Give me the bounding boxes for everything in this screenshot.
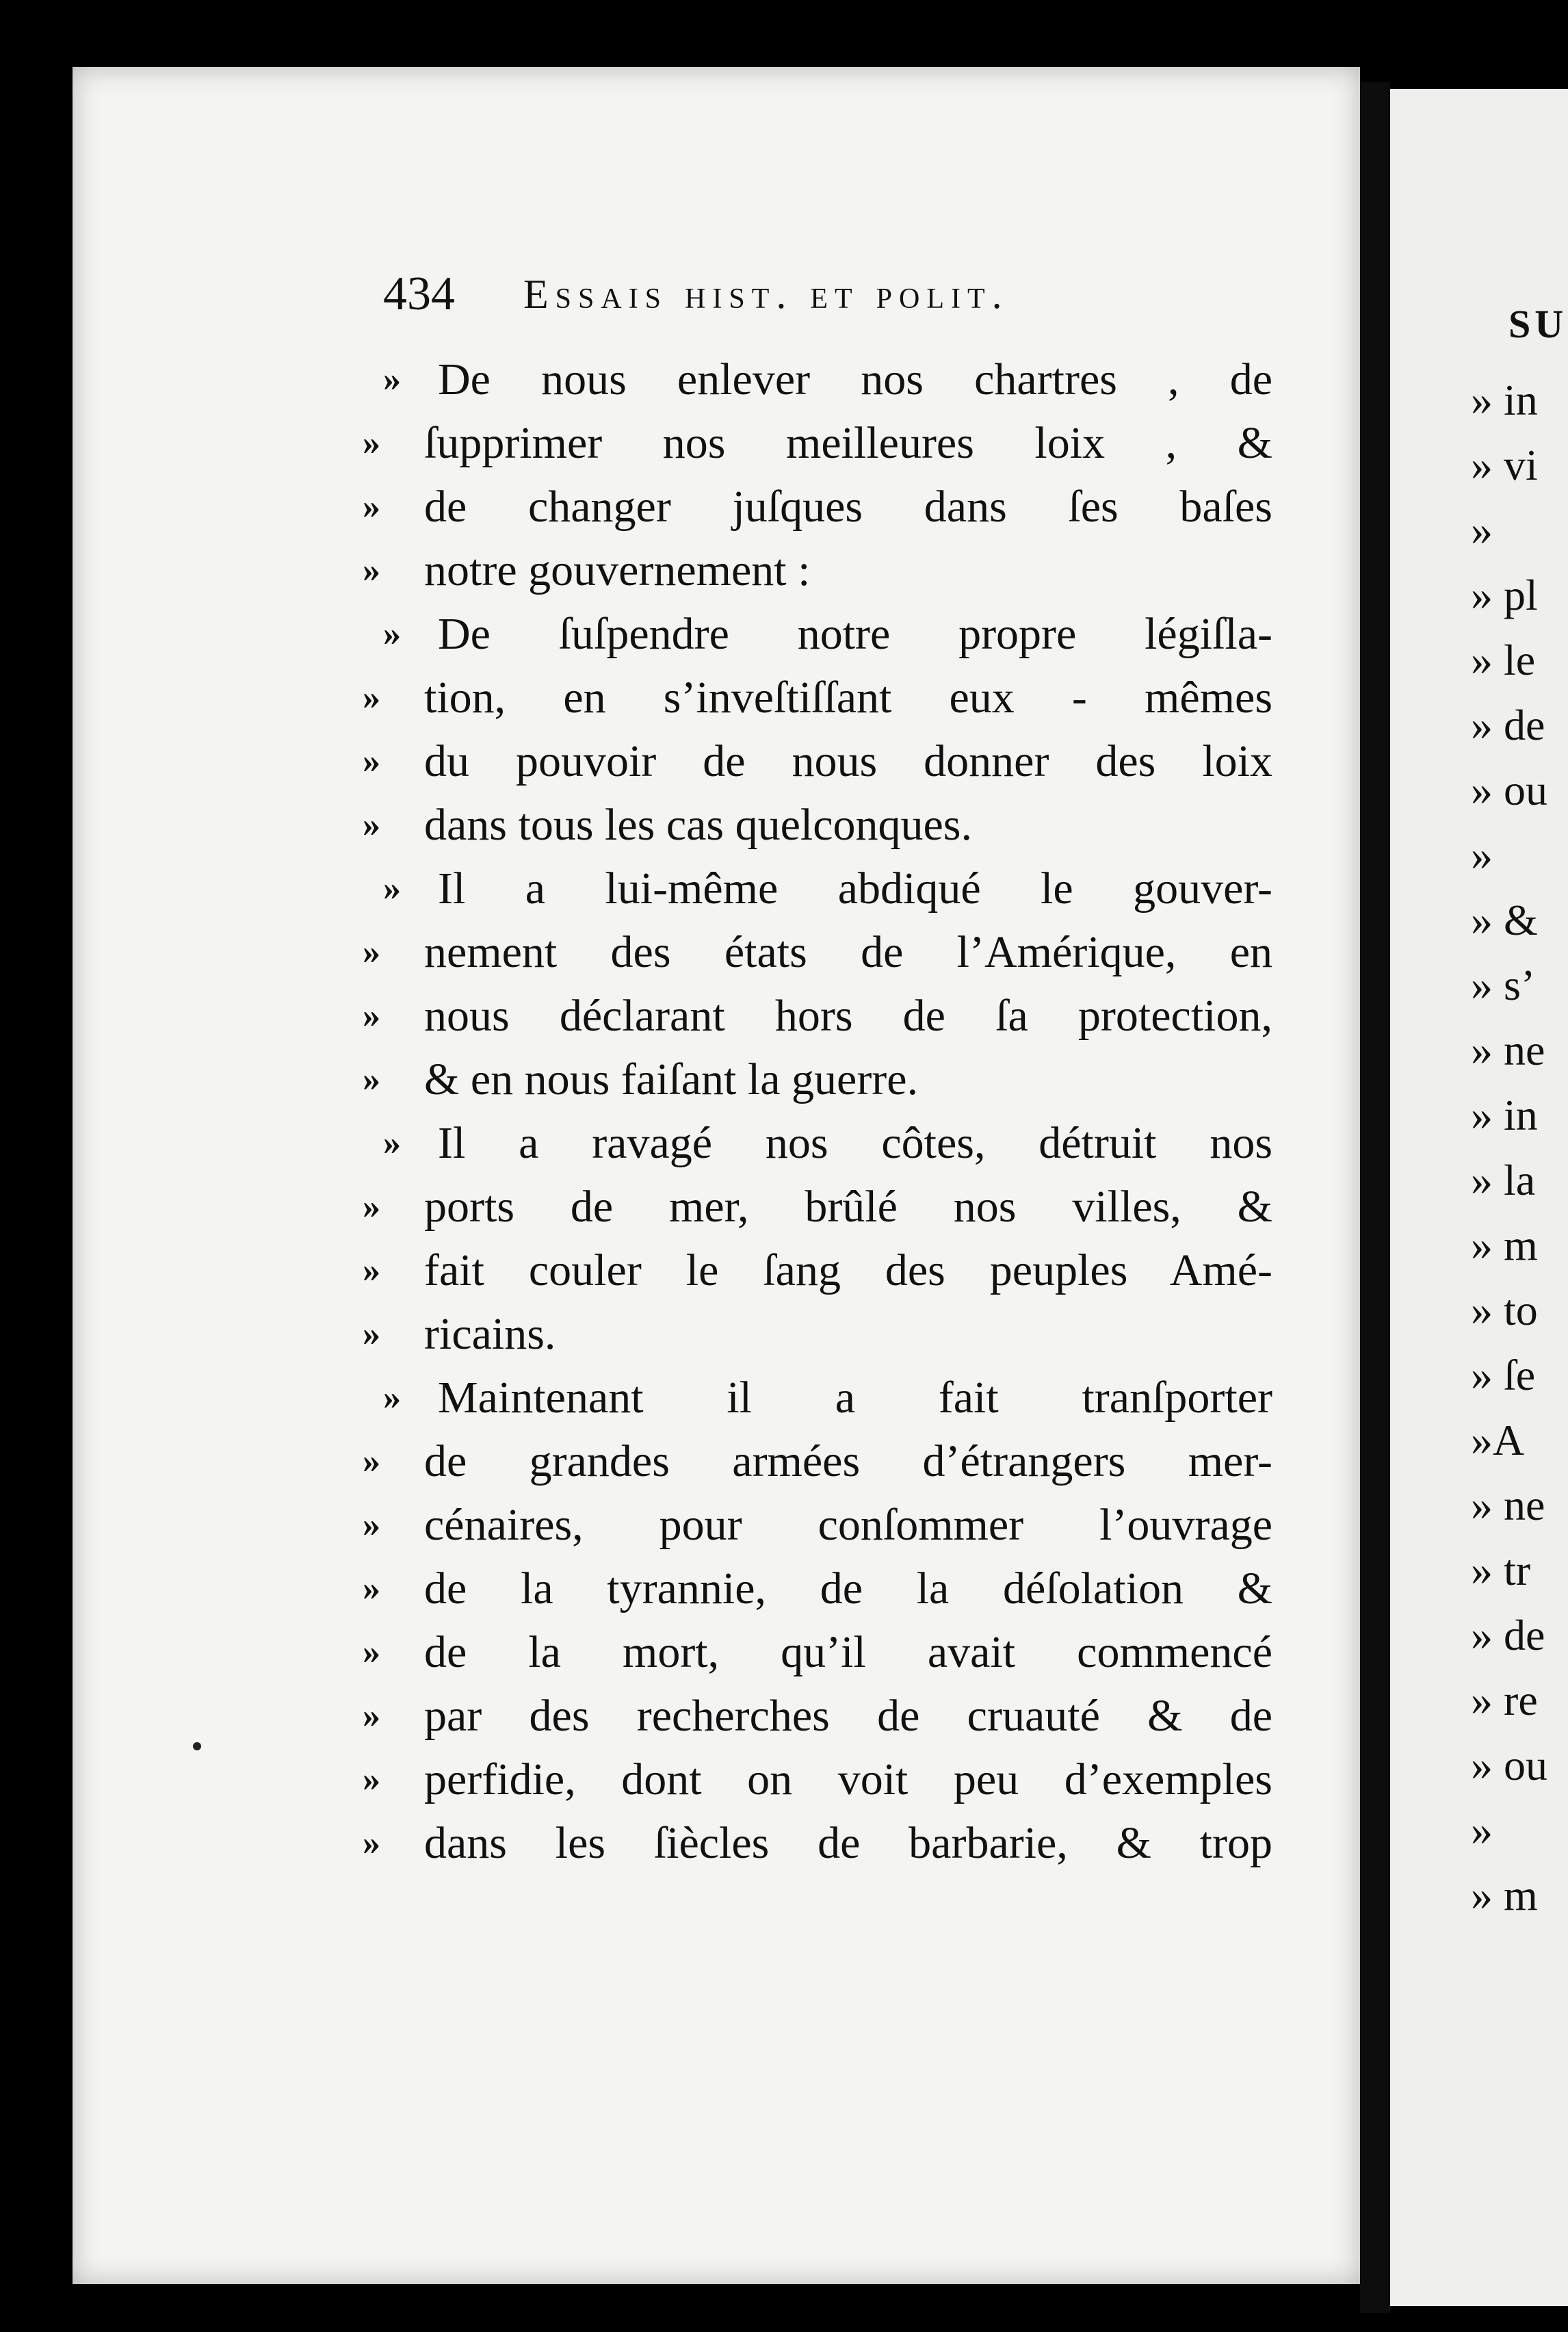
quote-mark: » bbox=[363, 933, 380, 972]
line-text: Il a lui-même abdiqué le gouver- bbox=[438, 864, 1272, 914]
text-line bbox=[369, 1111, 1272, 1175]
text-line bbox=[369, 1366, 1272, 1429]
line-text: ſupprimer nos meilleures loix , & bbox=[424, 418, 1272, 468]
line-text: de changer juſques dans ſes baſes bbox=[424, 482, 1272, 532]
quote-mark: » bbox=[363, 1633, 380, 1672]
quote-mark: » bbox=[363, 1505, 380, 1544]
quote-mark: » bbox=[363, 1696, 380, 1735]
ink-speck bbox=[193, 1742, 201, 1750]
facing-line-fragment: » s’ bbox=[1471, 961, 1536, 1009]
facing-line-fragment: » in bbox=[1471, 376, 1538, 424]
text-line bbox=[363, 1620, 1272, 1684]
quote-mark: » bbox=[383, 360, 401, 399]
quote-mark: » bbox=[363, 1314, 380, 1353]
facing-line-fragment: » de bbox=[1471, 701, 1545, 749]
quote-mark: » bbox=[363, 742, 380, 781]
quote-mark: » bbox=[363, 551, 380, 590]
text-line bbox=[369, 348, 1272, 411]
line-text: nous déclarant hors de ſa protection, bbox=[424, 991, 1272, 1041]
line-text: du pouvoir de nous donner des loix bbox=[424, 736, 1272, 786]
facing-line-fragment: » tr bbox=[1471, 1546, 1531, 1594]
facing-line-fragment: » m bbox=[1471, 1871, 1538, 1919]
quote-mark: » bbox=[383, 1378, 401, 1417]
line-text: ricains. bbox=[424, 1309, 556, 1359]
line-text: Maintenant il a fait tranſporter bbox=[438, 1373, 1272, 1423]
text-line bbox=[363, 1302, 1272, 1366]
text-line bbox=[363, 1811, 1272, 1875]
facing-line-fragment: » to bbox=[1471, 1286, 1538, 1334]
line-text: cénaires, pour conſommer l’ouvrage bbox=[424, 1500, 1272, 1550]
text-line bbox=[363, 729, 1272, 793]
quote-mark: » bbox=[363, 805, 380, 844]
text-line bbox=[363, 1175, 1272, 1239]
text-line bbox=[363, 984, 1272, 1048]
facing-line-fragment: » le bbox=[1471, 636, 1536, 684]
facing-line-fragment: » de bbox=[1471, 1611, 1545, 1659]
text-line bbox=[363, 411, 1272, 475]
book-gutter bbox=[1360, 82, 1390, 2313]
line-text: dans tous les cas quelconques. bbox=[424, 800, 972, 850]
line-text: Il a ravagé nos côtes, détruit nos bbox=[438, 1118, 1272, 1168]
facing-line-fragment: » re bbox=[1471, 1676, 1538, 1724]
text-line bbox=[363, 1684, 1272, 1748]
quote-mark: » bbox=[383, 614, 401, 653]
text-line bbox=[363, 1429, 1272, 1493]
facing-line-fragment: » vi bbox=[1471, 441, 1538, 489]
facing-line-fragment: » ou bbox=[1471, 766, 1547, 814]
quote-mark: » bbox=[363, 424, 380, 463]
text-line bbox=[363, 1748, 1272, 1811]
quote-mark: » bbox=[363, 1187, 380, 1226]
quote-mark: » bbox=[363, 996, 380, 1035]
quote-mark: » bbox=[363, 1569, 380, 1608]
facing-line-fragment: » bbox=[1471, 1806, 1493, 1854]
facing-line-fragment: » la bbox=[1471, 1156, 1536, 1204]
line-text: De ſuſpendre notre propre légiſla- bbox=[438, 609, 1272, 659]
quote-mark: » bbox=[363, 678, 380, 717]
text-line bbox=[363, 475, 1272, 539]
text-line bbox=[363, 666, 1272, 729]
text-line bbox=[363, 539, 1272, 602]
body-text bbox=[363, 348, 1272, 1875]
line-text: nement des états de l’Amérique, en bbox=[424, 927, 1272, 977]
line-text: par des recherches de cruauté & de bbox=[424, 1691, 1272, 1741]
text-line bbox=[369, 602, 1272, 666]
facing-line-fragment: » ſe bbox=[1471, 1351, 1536, 1399]
line-text: perfidie, dont on voit peu d’exemples bbox=[424, 1754, 1272, 1804]
line-text: fait couler le ſang des peuples Amé- bbox=[424, 1245, 1272, 1295]
line-text: dans les ſiècles de barbarie, & trop bbox=[424, 1818, 1272, 1868]
quote-mark: » bbox=[363, 1760, 380, 1799]
line-text: notre gouvernement : bbox=[424, 545, 811, 595]
facing-line-fragment: » m bbox=[1471, 1221, 1538, 1269]
text-line bbox=[363, 1493, 1272, 1557]
page-number: 434 bbox=[383, 268, 455, 320]
line-text: De nous enlever nos chartres , de bbox=[438, 354, 1272, 404]
running-head: Essais hist. et polit. bbox=[523, 272, 1009, 317]
line-text: de la mort, qu’il avait commencé bbox=[424, 1627, 1272, 1677]
quote-mark: » bbox=[363, 1060, 380, 1099]
quote-mark: » bbox=[363, 1442, 380, 1481]
text-line bbox=[363, 1239, 1272, 1302]
quote-mark: » bbox=[383, 869, 401, 908]
text-line bbox=[369, 857, 1272, 920]
quote-mark: » bbox=[363, 487, 380, 526]
text-line bbox=[363, 1557, 1272, 1620]
text-line bbox=[363, 920, 1272, 984]
page-header bbox=[383, 263, 1225, 332]
line-text: de grandes armées d’étrangers mer- bbox=[424, 1436, 1272, 1486]
line-text: tion, en s’inveſtiſſant eux - mêmes bbox=[424, 673, 1272, 723]
line-text: & en nous faiſant la guerre. bbox=[424, 1054, 919, 1104]
facing-line-fragment: » in bbox=[1471, 1091, 1538, 1139]
facing-line-fragment: » pl bbox=[1471, 571, 1538, 619]
quote-mark: » bbox=[363, 1251, 380, 1290]
facing-line-fragment: » ne bbox=[1471, 1481, 1545, 1529]
text-line bbox=[363, 1048, 1272, 1111]
facing-page-header: SU bbox=[1508, 302, 1568, 346]
facing-line-fragment: » bbox=[1471, 831, 1493, 879]
facing-line-fragment: » & bbox=[1471, 896, 1538, 944]
quote-mark: » bbox=[383, 1124, 401, 1163]
facing-line-fragment: » ou bbox=[1471, 1741, 1547, 1789]
line-text: de la tyrannie, de la déſolation & bbox=[424, 1564, 1272, 1614]
facing-line-fragment: » ne bbox=[1471, 1026, 1545, 1074]
facing-line-fragment: » bbox=[1471, 506, 1493, 554]
facing-line-fragment: »A bbox=[1471, 1416, 1525, 1464]
line-text: ports de mer, brûlé nos villes, & bbox=[424, 1182, 1272, 1232]
quote-mark: » bbox=[363, 1824, 380, 1863]
text-line bbox=[363, 793, 1272, 857]
